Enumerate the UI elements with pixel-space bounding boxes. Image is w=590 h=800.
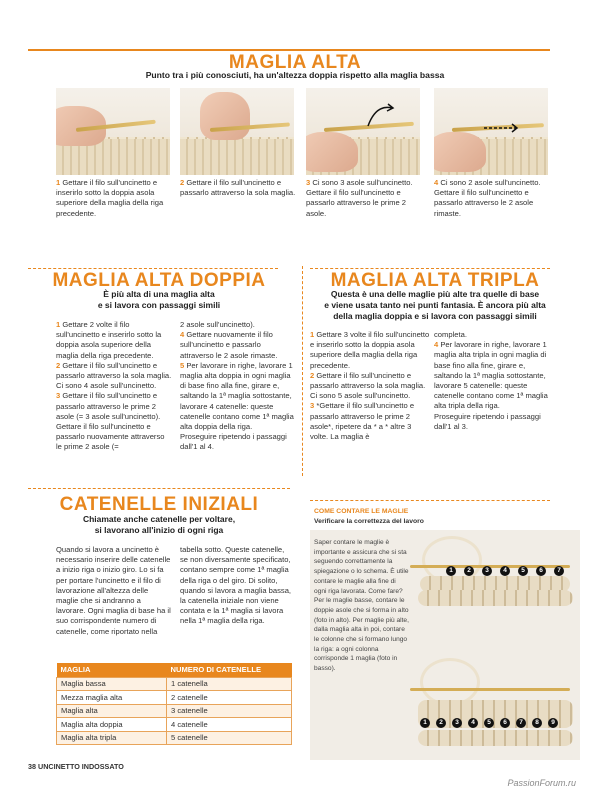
section-rule bbox=[310, 500, 550, 501]
column-divider bbox=[302, 266, 303, 476]
table-cell: 2 catenelle bbox=[167, 691, 292, 705]
page-number: 38 bbox=[28, 762, 36, 771]
table-row bbox=[57, 704, 292, 718]
maglia-alta-title: MAGLIA ALTA bbox=[228, 52, 362, 73]
table-row bbox=[57, 731, 292, 745]
maglia-alta-doppia-title: MAGLIA ALTA DOPPIA bbox=[52, 270, 266, 291]
step-photo-1 bbox=[56, 88, 170, 175]
step-photo-2 bbox=[180, 88, 294, 175]
contare-text: Saper contare le maglie è importante e assicura che si sta seguendo correttamente la spiegazione o lo schema. È utile contare le maglie alla fine di ogni riga lavorata. Come fare? Per le maglie basse, contare le doppie asole che si forma in alto (foto in alto). Per maglie più alte, dalla maglia alta in poi, contare le colonne che si formano lungo la riga: a ogni colonna corrisponde 1 maglia (foto in basso). bbox=[314, 539, 409, 673]
step-text-1: 1 Gettare il filo sull'uncinetto e inserirlo sotto la doppia asola superiore della maglia della riga precedente. bbox=[56, 178, 164, 218]
table-cell: Maglia alta bbox=[57, 704, 167, 718]
maglia-alta-tripla-title: MAGLIA ALTA TRIPLA bbox=[330, 270, 540, 291]
step-text-2: 2 Gettare il filo sull'uncinetto e passarlo attraverso la sola maglia. bbox=[180, 178, 296, 198]
count-marker: 4 bbox=[500, 566, 510, 576]
table-cell: Mezza maglia alta bbox=[57, 691, 167, 705]
table-cell: Maglia bassa bbox=[57, 677, 167, 691]
table-cell: 5 catenelle bbox=[167, 731, 292, 745]
count-marker: 8 bbox=[532, 718, 542, 728]
count-marker: 7 bbox=[516, 718, 526, 728]
catenelle-column-1: Quando si lavora a uncinetto è necessario inserire delle catenelle a inizio riga o inizio giro. Lo si fa per portare l'uncinetto e il filo di lavorazione all'altezza delle maglie che si andranno a lavorare. Ogni maglia di base ha il suo corrispondente numero di catenelle, come riportato nella bbox=[56, 545, 171, 636]
section-rule bbox=[28, 488, 290, 489]
magazine-name: UNCINETTO INDOSSATO bbox=[38, 762, 124, 771]
count-marker: 1 bbox=[446, 566, 456, 576]
table-row bbox=[57, 718, 292, 732]
watermark: PassionForum.ru bbox=[507, 778, 576, 788]
count-marker: 6 bbox=[500, 718, 510, 728]
count-marker: 3 bbox=[482, 566, 492, 576]
table-row bbox=[57, 691, 292, 705]
section-rule bbox=[310, 268, 550, 269]
count-marker: 2 bbox=[464, 566, 474, 576]
catenelle-title: CATENELLE INIZIALI bbox=[59, 494, 259, 515]
count-marker: 7 bbox=[554, 566, 564, 576]
maglia-alta-doppia-subtitle: È più alta di una maglia alta e si lavora con passaggi simili bbox=[97, 289, 221, 310]
count-marker: 1 bbox=[420, 718, 430, 728]
section-rule bbox=[28, 268, 278, 269]
tripla-column-1: 1 Gettare 3 volte il filo sull'uncinetto e inserirlo sotto la doppia asola superiore della maglia della riga precedente. 2 Gettare il filo sull'uncinetto e passarlo attraverso la sola maglia. Ci sono 5 asole sull'uncinetto. 3 *Gettare il filo sull'uncinetto e passarlo attraverso le prime 2 asole*, ripetere da * a * altre 3 volte. La maglia è bbox=[310, 330, 430, 442]
count-marker: 5 bbox=[518, 566, 528, 576]
arrow-icon bbox=[482, 120, 522, 136]
maglia-alta-subtitle: Punto tra i più conosciuti, ha un'altezza doppia rispetto alla maglia bassa bbox=[145, 70, 445, 80]
table-cell: Maglia alta tripla bbox=[57, 731, 167, 745]
contare-title: COME CONTARE LE MAGLIE bbox=[314, 508, 409, 515]
step-text-3: 3 Ci sono 3 asole sull'uncinetto. Gettare il filo sull'uncinetto e passarlo attraverso le prime 2 asole. bbox=[306, 178, 413, 218]
step-text-4: 4 Ci sono 2 asole sull'uncinetto. Gettare il filo sull'uncinetto e passarlo attraverso le 2 asole rimaste. bbox=[434, 178, 541, 218]
table-cell: 4 catenelle bbox=[167, 718, 292, 732]
catenelle-subtitle: Chiamate anche catenelle per voltare, si lavorano all'inizio di ogni riga bbox=[82, 514, 236, 535]
page-footer bbox=[28, 762, 124, 771]
table-header: MAGLIA bbox=[57, 663, 167, 677]
arrow-icon bbox=[366, 102, 396, 128]
table-row bbox=[57, 677, 292, 691]
table-cell: 3 catenelle bbox=[167, 704, 292, 718]
count-marker: 2 bbox=[436, 718, 446, 728]
table-header: NUMERO DI CATENELLE bbox=[167, 663, 292, 677]
table-cell: Maglia alta doppia bbox=[57, 718, 167, 732]
count-marker: 4 bbox=[468, 718, 478, 728]
table-header-row bbox=[57, 663, 292, 677]
maglia-alta-tripla-subtitle: Questa è una delle maglie più alte tra quelle di base e viene usata tanto nei punti fantasia. È ancora più alta della maglia doppia e si lavora con passaggi simili bbox=[324, 289, 546, 321]
section-rule bbox=[28, 49, 550, 51]
step-photo-3 bbox=[306, 88, 420, 175]
count-marker: 5 bbox=[484, 718, 494, 728]
doppia-column-1: 1 Gettare 2 volte il filo sull'uncinetto e inserirlo sotto la doppia asola superiore della maglia della riga precedente. 2 Gettare il filo sull'uncinetto e passarlo attraverso la sola maglia. Ci sono 4 asole sull'uncinetto. 3 Gettare il filo sull'uncinetto e passarlo attraverso le prime 2 asole (= 3 asole sull'uncinetto). Gettare il filo sull'uncinetto e passarlo nuovamente attraverso le prime 2 asole (= bbox=[56, 320, 172, 452]
table-cell: 1 catenella bbox=[167, 677, 292, 691]
contare-subtitle: Verificare la correttezza del lavoro bbox=[314, 518, 424, 525]
doppia-column-2: 2 asole sull'uncinetto). 4 Gettare nuovamente il filo sull'uncinetto e passarlo attraverso le 2 asole rimaste. 5 Per lavorare in righe, lavorare 1 maglia alta doppia in ogni maglia di base fino alla fine, girare e, saltando la 1ª maglia sottostante, lavorare 4 catenelle: queste catenelle contano come 1ª maglia alta doppia della riga. Proseguire ripetendo i passaggi dall'1 al 4. bbox=[180, 320, 294, 452]
count-marker: 9 bbox=[548, 718, 558, 728]
count-marker: 3 bbox=[452, 718, 462, 728]
count-marker: 6 bbox=[536, 566, 546, 576]
step-photo-4 bbox=[434, 88, 548, 175]
catenelle-table bbox=[56, 663, 292, 745]
catenelle-column-2: tabella sotto. Queste catenelle, se non diversamente specificato, contano sempre come 1ª maglia della riga o del giro. Di solito, quando si lavora a maglia bassa, la catenella iniziale non viene contata e la 1ª maglia si lavora nella 1ª maglia della riga. bbox=[180, 545, 292, 626]
tripla-column-2: completa. 4 Per lavorare in righe, lavorare 1 maglia alta tripla in ogni maglia di base fino alla fine, girare e, saltando la 1ª maglia sottostante, lavorare 5 catenelle: queste catenelle contano come 1ª maglia alta tripla della riga. Proseguire ripetendo i passaggi dall'1 al 3. bbox=[434, 330, 548, 431]
